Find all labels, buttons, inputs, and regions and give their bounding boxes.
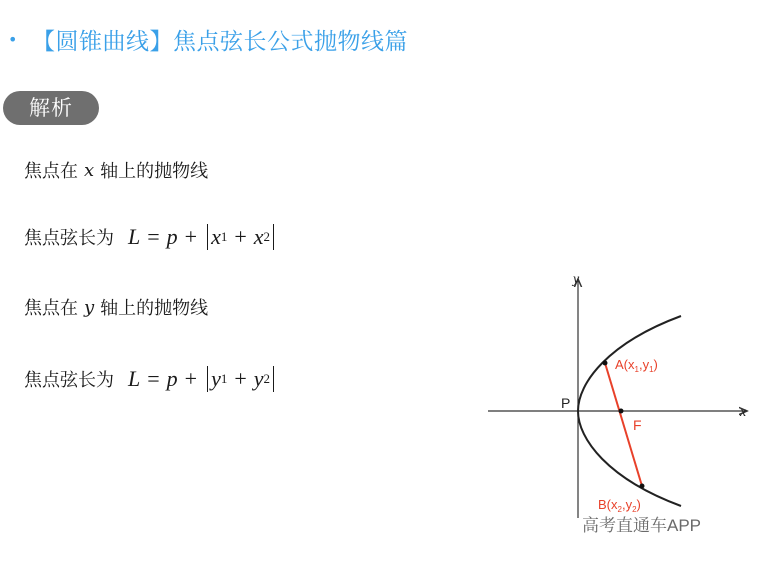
point-b-marker xyxy=(640,484,645,489)
formula1-label: 焦点弦长为 xyxy=(24,228,114,249)
formula2-p: p xyxy=(166,366,178,391)
abs-bar-left xyxy=(207,366,208,392)
formula1-p: p xyxy=(166,224,178,249)
text-line-x-axis xyxy=(24,157,208,183)
line1-variable: x xyxy=(84,159,95,181)
formula1-plus-inner: + xyxy=(234,224,247,249)
formula2-var2: y xyxy=(253,366,264,391)
page-title: 【圆锥曲线】焦点弦长公式抛物线篇 xyxy=(32,28,408,55)
formula1-sub2: 2 xyxy=(263,229,271,244)
abs-bar-left xyxy=(207,224,208,250)
parabola-diagram xyxy=(488,268,753,526)
formula1-expression xyxy=(128,224,277,250)
point-a-marker xyxy=(603,361,608,366)
abs-bar-right xyxy=(273,366,274,392)
line2-variable: y xyxy=(84,296,95,318)
abs-bar-right xyxy=(273,224,274,250)
vertex-label: P xyxy=(561,395,571,411)
formula2-plus-inner: + xyxy=(234,366,247,391)
formula2-plus: + xyxy=(184,366,198,391)
formula1-var1: x xyxy=(211,224,221,249)
formula1-var2: x xyxy=(253,224,264,249)
point-a-label: $A(x_1,y_1)$ xyxy=(615,357,658,374)
text-line-y-axis xyxy=(24,294,208,320)
title-row xyxy=(8,22,408,56)
analysis-badge: 解析 xyxy=(3,91,99,125)
focus-marker xyxy=(619,409,624,414)
point-b-label: $B(x_2,y_2)$ xyxy=(598,497,641,514)
formula2-lhs: L xyxy=(128,366,141,391)
formula-line-x xyxy=(24,224,277,250)
focus-label: F xyxy=(633,417,642,433)
formula2-sub2: 2 xyxy=(263,371,271,386)
bullet-icon: • xyxy=(8,29,18,49)
formula1-lhs: L xyxy=(128,224,141,249)
formula2-label: 焦点弦长为 xyxy=(24,370,114,391)
formula1-plus: + xyxy=(184,224,198,249)
y-axis-label: y xyxy=(573,272,580,287)
line2-prefix: 焦点在 xyxy=(24,298,78,319)
formula2-expression xyxy=(128,366,277,392)
x-axis-label: x xyxy=(740,405,747,420)
formula2-sub1: 1 xyxy=(220,371,228,386)
watermark: 高考直通车APP xyxy=(582,516,702,535)
line1-suffix: 轴上的抛物线 xyxy=(100,161,209,182)
formula1-equals: = xyxy=(147,224,160,249)
formula1-sub1: 1 xyxy=(220,229,228,244)
formula2-equals: = xyxy=(147,366,160,391)
line2-suffix: 轴上的抛物线 xyxy=(100,298,209,319)
formula-line-y xyxy=(24,366,277,392)
line1-prefix: 焦点在 xyxy=(24,161,78,182)
formula2-var1: y xyxy=(211,366,221,391)
